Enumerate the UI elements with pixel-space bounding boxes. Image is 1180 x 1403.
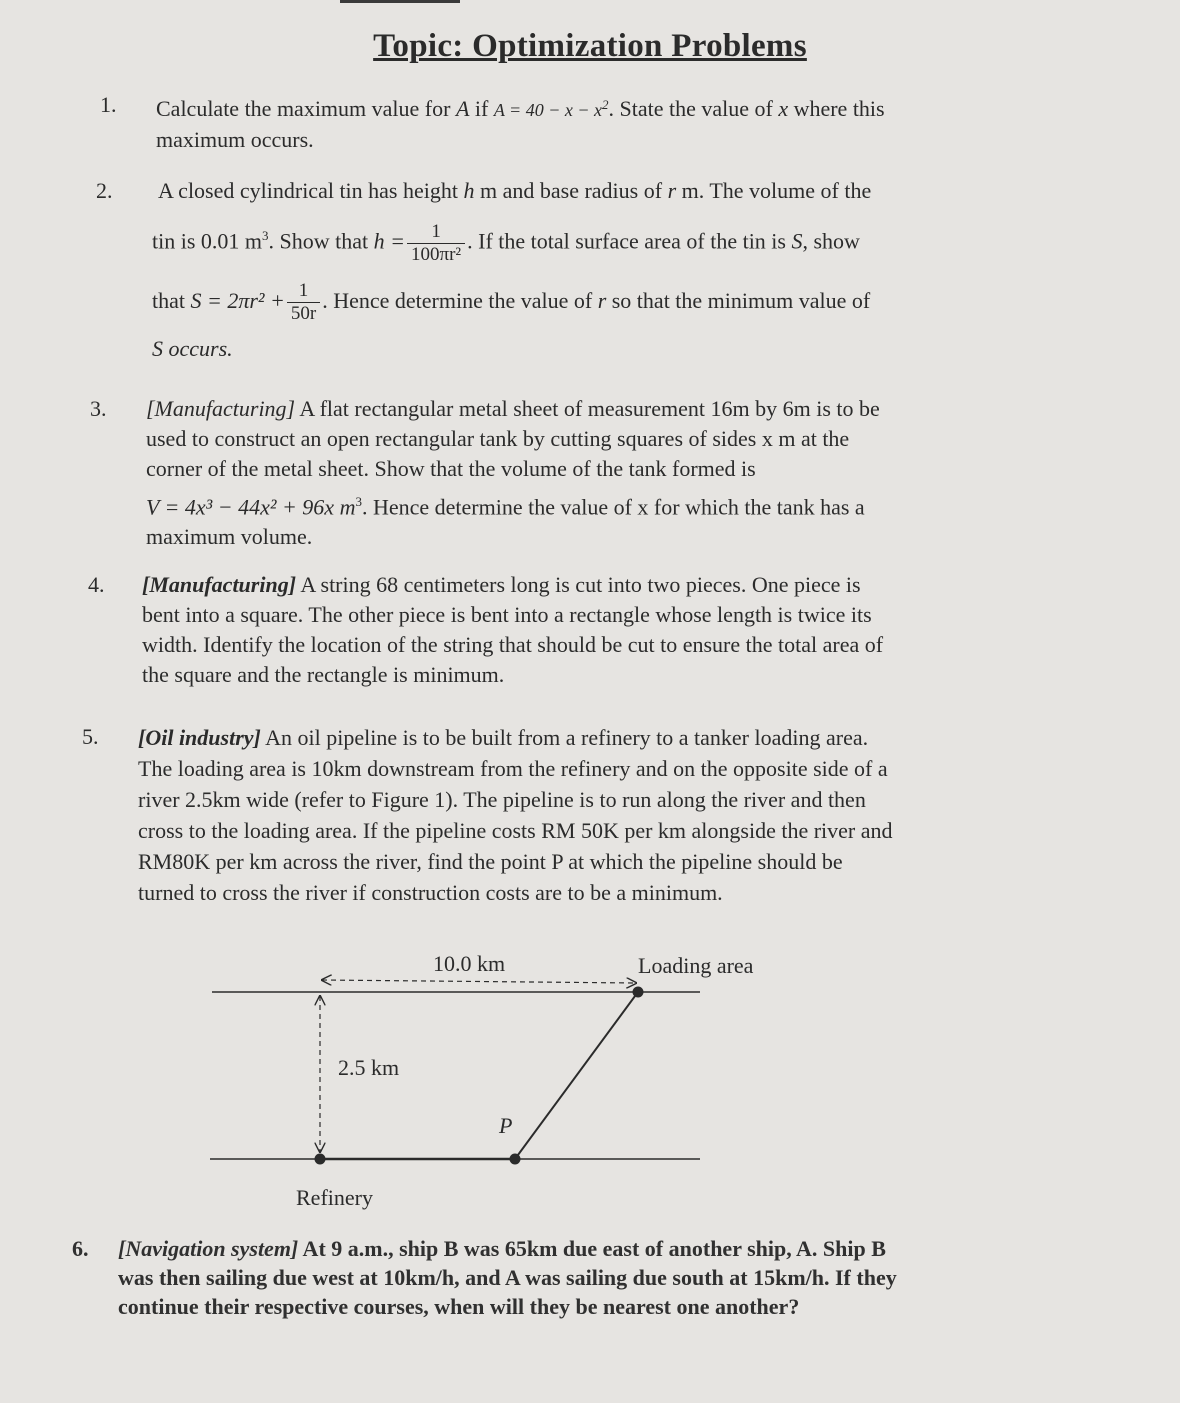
var-a: A — [455, 96, 470, 121]
question-line: was then sailing due west at 10km/h, and A was sailing due south at 15km/h. If they — [118, 1265, 897, 1290]
question-line: bent into a square. The other piece is bent into a rectangle whose length is twice its — [142, 602, 872, 627]
topic-tag: [Navigation system] — [118, 1236, 299, 1261]
text: where this — [788, 96, 885, 121]
width-label: 2.5 km — [338, 1055, 400, 1080]
question-line: river 2.5km wide (refer to Figure 1). The pipeline is to run along the river and then — [138, 787, 866, 812]
question-line — [158, 176, 1058, 206]
numerator: 1 — [407, 221, 465, 244]
distance-arrow — [322, 980, 636, 983]
question-number: 4. — [88, 572, 105, 597]
loading-area-dot — [633, 987, 644, 998]
question-line — [152, 270, 1092, 332]
question-number: 3. — [90, 396, 107, 421]
question-line: the square and the rectangle is minimum. — [142, 662, 505, 687]
text: A flat rectangular metal sheet of measurement 16m by 6m is to be — [295, 396, 880, 421]
var-h: h — [463, 178, 475, 203]
var-x: x — [778, 96, 789, 121]
text: A string 68 centimeters long is cut into two pieces. One piece is — [296, 572, 861, 597]
question-number: 2. — [96, 178, 113, 203]
distance-label: 10.0 km — [433, 951, 506, 976]
exponent: 3 — [262, 228, 269, 243]
topic-tag: [Manufacturing] — [146, 396, 296, 421]
text: . Hence determine the value of — [322, 288, 598, 313]
var-r: r — [597, 288, 607, 313]
topic-tag: [Oil industry] — [138, 725, 261, 750]
equation-v: V = 4x³ − 44x² + 96x m — [146, 494, 356, 520]
pipeline-crossing — [515, 992, 638, 1159]
point-p-label: P — [499, 1113, 513, 1138]
var-r: r — [667, 178, 677, 203]
question-line — [156, 90, 1056, 125]
question-line — [152, 208, 1092, 264]
question-line — [118, 1234, 1078, 1263]
question-line: cross to the loading area. If the pipeline costs RM 50K per km alongside the river and — [138, 818, 893, 843]
var-s: S — [791, 228, 803, 254]
question-line: continue their respective courses, when will they be nearest one another? — [118, 1294, 800, 1319]
numerator: 1 — [287, 280, 320, 303]
fraction — [287, 280, 320, 325]
text: . Show that — [268, 228, 374, 254]
question-line: used to construct an open rectangular tank by cutting squares of sides x m at the — [146, 426, 850, 451]
exponent: 2 — [601, 97, 609, 112]
question-line: corner of the metal sheet. Show that the volume of the tank formed is — [146, 456, 756, 481]
question-line: width. Identify the location of the string that should be cut to ensure the total area of — [142, 632, 884, 657]
question-line — [142, 570, 1072, 600]
question-number: 5. — [82, 724, 99, 749]
fraction — [407, 221, 465, 266]
point-p-dot — [510, 1154, 521, 1165]
question-line: RM80K per km across the river, find the point P at which the pipeline should be — [138, 849, 843, 874]
page-title: Topic: Optimization Problems — [373, 28, 807, 64]
text: . Hence determine the value of x for which the tank has a — [361, 494, 865, 520]
text: . State the value of — [608, 96, 779, 121]
denominator: 100πr² — [411, 243, 462, 265]
text: m. The volume of the — [676, 178, 872, 203]
top-rule — [340, 0, 460, 3]
equation-h: h = — [373, 228, 405, 254]
question-line: The loading area is 10km downstream from the refinery and on the opposite side of a — [138, 756, 888, 781]
text: . If the total surface area of the tin is — [467, 228, 792, 254]
text: A closed cylindrical tin has height — [158, 178, 464, 203]
question-number: 1. — [100, 92, 117, 117]
text: tin is 0.01 m — [152, 228, 263, 254]
equation-a — [493, 97, 609, 120]
pipeline-figure — [0, 940, 1180, 1220]
question-line — [146, 394, 1066, 424]
text: m and base radius of — [474, 178, 668, 203]
text: An oil pipeline is to be built from a refinery to a tanker loading area. — [260, 725, 869, 750]
loading-area-label: Loading area — [638, 953, 754, 978]
text: Calculate the maximum value for — [156, 96, 456, 121]
question-line — [138, 722, 1068, 753]
refinery-label: Refinery — [296, 1185, 373, 1210]
text: so that the minimum value of — [606, 288, 871, 313]
equation-s: S = 2πr² + — [190, 288, 285, 313]
refinery-dot — [315, 1154, 326, 1165]
denominator: 50r — [290, 303, 317, 325]
topic-tag: [Manufacturing] — [142, 572, 297, 597]
question-line: maximum volume. — [146, 524, 313, 550]
question-line: maximum occurs. — [156, 127, 314, 152]
question-line: turned to cross the river if construction costs are to be a minimum. — [138, 880, 723, 905]
text: S occurs. — [152, 336, 233, 361]
question-line — [152, 334, 1092, 364]
text: if — [469, 96, 494, 121]
exponent: 3 — [355, 494, 362, 509]
text: At 9 a.m., ship B was 65km due east of another ship, A. Ship B — [298, 1236, 886, 1261]
text: that — [152, 288, 191, 313]
question-number: 6. — [72, 1236, 89, 1261]
equation-text: A = 40 − x − x — [493, 100, 602, 120]
text: , show — [802, 228, 860, 254]
question-line — [146, 487, 1066, 522]
